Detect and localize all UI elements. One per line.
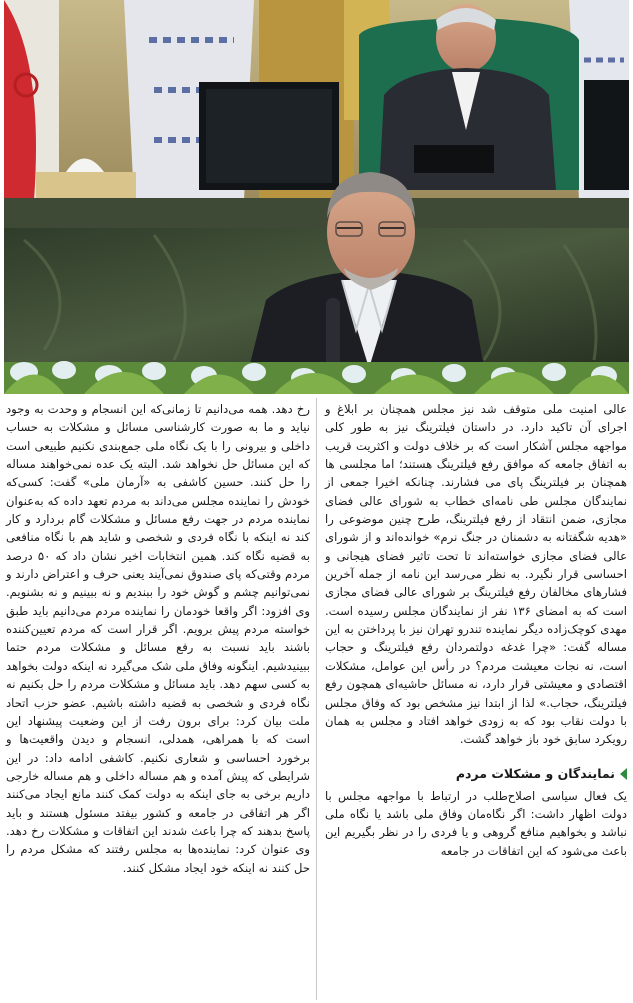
triangle-marker-icon (620, 768, 627, 780)
article-column-left (6, 400, 310, 877)
article-column-right (325, 400, 627, 860)
article-photo (4, 0, 629, 394)
article-paragraph: رخ دهد. همه می‌دانیم تا زمانی‌که این انسجام و وحدت به وجود نیاید و ما به صورت کارشناسی مسائل و مشکلات به حساب داخلی و بیرونی را با یک نگاه ملی جمع‌بندی نکنیم طبیعی است که این مسائل حل نخواهد شد. البته یک عده نمی‌خواهند مساله را حل کنند. حسین کاشفی به «آرمان ملی» گفت: کسی‌که خودش را نماینده مجلس می‌داند به مردم تعهد داده که به‌عنوان نماینده مردم در جهت رفع مسائل و مشکلات گام بردارد و کار کند نه اینکه با نگاه فردی و شخصی و شاید هم با نگاه منافعی به قضیه نگاه کند. همین انتخابات اخیر نشان داد که ۵۰ درصد مردم وقتی‌که پای صندوق نمی‌آیند یعنی حرف و اعتراض دارند و نمی‌توانیم چشم و گوش خود را ببندیم و نه ببینیم و نه بشنویم. وی افزود: اگر واقعا خودمان را نماینده مردم می‌دانیم باید طبق خواسته مردم پیش برویم. اگر قرار است که مردم تعیین‌کننده باشند باید نسبت به رفع مسائل و مشکلات مردم حتما ببینیدشیم. اینگونه وفاق ملی شک می‌گیرد نه اینکه دولت بخواهد به کسی سهم دهد. باید مسائل و مشکلات مردم را حل بکنیم نه نگاه فردی و شخصی به قضیه داشته باشیم. عضو حزب اتحاد ملت بیان کرد: برای برون رفت از این وضعیت پیشنهاد این است که با همراهی، همدلی، انسجام و دیدن واقعیت‌ها و برخورد احساسی و شعاری نکنیم. کاشفی ادامه داد: در این شرایطی که پیش آمده و هم مساله داخلی و هم مساله خارجی داریم برخی به جای اینکه به دولت کمک کنند مانع ایجاد می‌کنند اگر هر اتفاقی در جامعه و کشور بیفتد مسئول هستند و باید پاسخ بدهند که چرا باعث شدند این اتفاقات و مشکلات رخ دهد. وی عنوان کرد: نماینده‌ها به مجلس رفتند که مشکل مردم را حل کنند نه اینکه خود ایجاد مشکل کنند. (6, 402, 310, 875)
section-subheading (325, 765, 627, 783)
column-divider (316, 398, 317, 1000)
subheading-text: نمایندگان و مشکلات مردم (455, 765, 615, 781)
photo-parliament-speaker (4, 0, 629, 394)
article-paragraph: عالی امنیت ملی متوقف شد نیز مجلس همچنان بر ابلاغ و اجرای آن تاکید دارد. در داستان فیلترینگ نیز به طور کلی مواجهه مجلس آشکار است که بر خلاف دولت و اکثریت قریب به اتفاق جامعه که موافق رفع فیلترینگ هستند؛ اما مجلسی ها همچنان بر فیلترینگ پای می فشارند. چنانکه اخیرا جمعی از نمایندگان مجلس طی نامه‌ای خطاب به شورای عالی فضای مجازی، ضمن انتقاد از رفع فیلترینگ، طرح چنین موضوعی را «هدیه شگفتانه به دشمنان در جنگ نرم» خوانده‌اند و از شورای عالی فضای مجازی خواسته‌اند تا تحت تاثیر فضای هیجانی و احساسی قرار نگیرد. به نظر می‌رسد این نامه از جمله آخرین فشارهای مخالفان رفع فیلترینگ بر شورای عالی فضای مجازی است که به امضای ۱۳۶ نفر از نمایندگان مجلس رسیده است. مهدی کوچک‌زاده دیگر نماینده تندرو تهران نیز با پرداختن به این مساله گفت: «چرا غدغه دولتمردان رفع فیلترینگ و حجاب است، نه نجات معیشت مردم؟ در رأس این عوامل، مشکلات اقتصادی و معیشتی قرار دارد، نه مسائل حاشیه‌ای همچون رفع فیلترینگ، حجاب.» لذا از ابتدا نیز مشخص بود که وفاق مجلس با دولت نقاب بود که به زودی خواهد افتاد و مجلس به همان رویکرد سابق خود باز خواهد گشت. (325, 402, 627, 747)
article-paragraph: یک فعال سیاسی اصلاح‌طلب در ارتباط با مواجهه مجلس با دولت اظهار داشت: اگر نگاه‌مان وفاق ملی باشد یا نگاه ملی نباشد و بخواهیم منافع گروهی و یا فردی را در نظر بگیریم این باعث می‌شود که این اتفاقات در جامعه (325, 788, 627, 858)
